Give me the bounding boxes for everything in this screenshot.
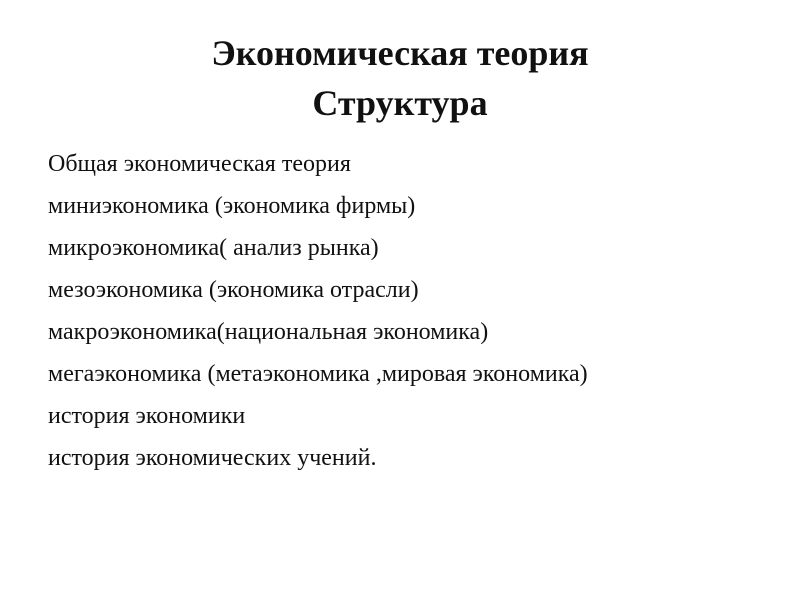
- list-item-microeconomics: микроэкономика( анализ рынка): [48, 235, 379, 261]
- slide-title: [0, 28, 800, 128]
- title-line-2: Структура: [312, 83, 488, 123]
- list-item-economic-history: история экономики: [48, 403, 246, 429]
- list-item-macroeconomics: макроэкономика(национальная экономика): [48, 319, 489, 345]
- structure-list: [48, 143, 768, 479]
- list-item-minieconomics: миниэкономика (экономика фирмы): [48, 193, 416, 219]
- list-item-history-of-doctrines: история экономических учений.: [48, 445, 377, 471]
- list-item-mesoeconomics: мезоэкономика (экономика отрасли): [48, 277, 419, 303]
- list-item-general-theory: Общая экономическая теория: [48, 151, 351, 177]
- list-item-megaeconomics: мегаэкономика (метаэкономика ,мировая экономика): [48, 361, 588, 387]
- title-line-1: Экономическая теория: [211, 33, 589, 73]
